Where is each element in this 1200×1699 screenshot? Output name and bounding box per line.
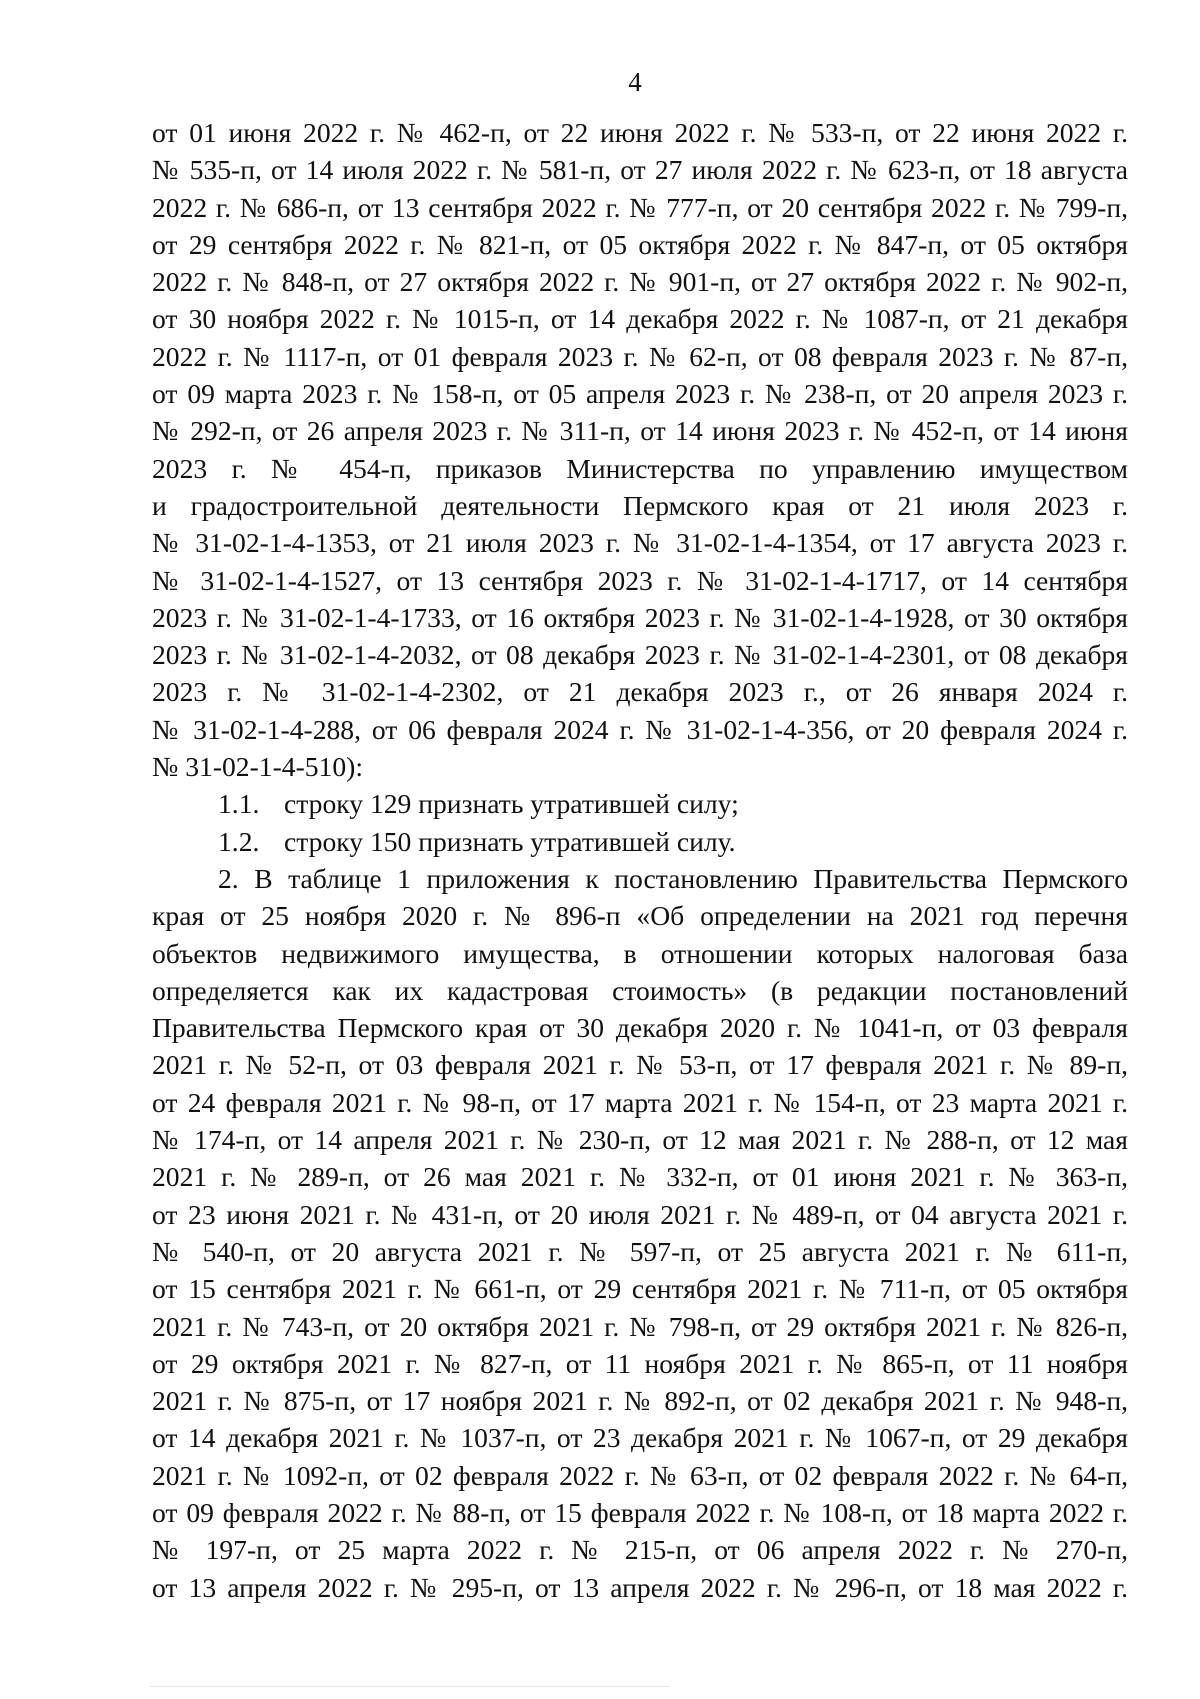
text-line: № 197-п, от 25 марта 2022 г. № 215-п, от 06 апреля 2022 г. № 270-п, xyxy=(152,1534,1128,1566)
page-number: 4 xyxy=(628,67,642,97)
text-line: края от 25 ноября 2020 г. № 896-п «Об определении на 2021 год перечня xyxy=(152,900,1128,932)
text-line: от 09 февраля 2022 г. № 88-п, от 15 февраля 2022 г. № 108-п, от 18 марта 2022 г. xyxy=(152,1496,1128,1528)
text-line: № 31-02-1-4-510): xyxy=(152,751,364,783)
text-line: от 23 июня 2021 г. № 431-п, от 20 июля 2021 г. № 489-п, от 04 августа 2021 г. xyxy=(152,1198,1128,1230)
text-line: 2023 г. № 31-02-1-4-1733, от 16 октября 2023 г. № 31-02-1-4-1928, от 30 октября xyxy=(152,601,1128,633)
paragraph-2 xyxy=(152,860,1128,1606)
text-line: № 540-п, от 20 августа 2021 г. № 597-п, от 25 августа 2021 г. № 611-п, xyxy=(152,1235,1128,1267)
text-line: № 31-02-1-4-1353, от 21 июля 2023 г. № 31-02-1-4-1354, от 17 августа 2023 г. xyxy=(152,527,1128,559)
text-line: № 31-02-1-4-1527, от 13 сентября 2023 г. № 31-02-1-4-1717, от 14 сентября xyxy=(152,564,1128,596)
text-line: и градостроительной деятельности Пермского края от 21 июля 2023 г. xyxy=(152,489,1128,521)
text-line: объектов недвижимого имущества, в отношении которых налоговая база xyxy=(152,937,1128,969)
text-line: 2022 г. № 1117-п, от 01 февраля 2023 г. № 62-п, от 08 февраля 2023 г. № 87-п, xyxy=(152,340,1128,372)
text-line: 2021 г. № 52-п, от 03 февраля 2021 г. № 53-п, от 17 февраля 2021 г. № 89-п, xyxy=(152,1049,1128,1081)
text-line: определяется как их кадастровая стоимость» (в редакции постановлений xyxy=(152,974,1128,1006)
text-line: 2022 г. № 686-п, от 13 сентября 2022 г. № 777-п, от 20 сентября 2022 г. № 799-п, xyxy=(152,191,1128,223)
text-line: № 174-п, от 14 апреля 2021 г. № 230-п, от 12 мая 2021 г. № 288-п, от 12 мая xyxy=(152,1124,1128,1156)
amendment-list xyxy=(152,785,1128,860)
text-line: 2. В таблице 1 приложения к постановлению Правительства Пермского xyxy=(218,862,1128,894)
text-line: от 15 сентября 2021 г. № 661-п, от 29 сентября 2021 г. № 711-п, от 05 октября xyxy=(152,1273,1128,1305)
text-line: 2021 г. № 875-п, от 17 ноября 2021 г. № 892-п, от 02 декабря 2021 г. № 948-п, xyxy=(152,1385,1128,1417)
text-line: от 29 октября 2021 г. № 827-п, от 11 ноября 2021 г. № 865-п, от 11 ноября xyxy=(152,1347,1128,1379)
text-line: 2021 г. № 1092-п, от 02 февраля 2022 г. № 63-п, от 02 февраля 2022 г. № 64-п, xyxy=(152,1459,1128,1491)
paragraph-1 xyxy=(152,114,1128,785)
text-line: № 31-02-1-4-288, от 06 февраля 2024 г. № 31-02-1-4-356, от 20 февраля 2024 г. xyxy=(152,713,1128,745)
text-line: 2023 г. № 31-02-1-4-2032, от 08 декабря 2023 г. № 31-02-1-4-2301, от 08 декабря xyxy=(152,639,1128,671)
text-line: № 535-п, от 14 июля 2022 г. № 581-п, от 27 июля 2022 г. № 623-п, от 18 августа xyxy=(152,154,1128,186)
text-line: от 01 июня 2022 г. № 462-п, от 22 июня 2022 г. № 533-п, от 22 июня 2022 г. xyxy=(152,117,1128,148)
scan-artifact xyxy=(150,1686,670,1687)
text-line: от 13 апреля 2022 г. № 295-п, от 13 апреля 2022 г. № 296-п, от 18 мая 2022 г. xyxy=(152,1571,1128,1603)
list-item-text: строку 129 признать утратившей силу; xyxy=(284,788,739,820)
text-line: от 14 декабря 2021 г. № 1037-п, от 23 декабря 2021 г. № 1067-п, от 29 декабря xyxy=(152,1422,1128,1454)
list-item-number: 1.2. xyxy=(218,825,260,857)
text-line: от 24 февраля 2021 г. № 98-п, от 17 марта 2021 г. № 154-п, от 23 марта 2021 г. xyxy=(152,1086,1128,1118)
text-line: 2021 г. № 743-п, от 20 октября 2021 г. № 798-п, от 29 октября 2021 г. № 826-п, xyxy=(152,1310,1128,1342)
text-line: от 30 ноября 2022 г. № 1015-п, от 14 декабря 2022 г. № 1087-п, от 21 декабря xyxy=(152,303,1128,335)
document-body xyxy=(152,114,1128,1606)
text-line: № 292-п, от 26 апреля 2023 г. № 311-п, от 14 июня 2023 г. № 452-п, от 14 июня xyxy=(152,415,1128,447)
list-item xyxy=(152,785,1128,822)
text-line: 2022 г. № 848-п, от 27 октября 2022 г. № 901-п, от 27 октября 2022 г. № 902-п, xyxy=(152,266,1128,298)
text-line: от 09 марта 2023 г. № 158-п, от 05 апреля 2023 г. № 238-п, от 20 апреля 2023 г. xyxy=(152,378,1128,410)
text-line: 2023 г. № 454-п, приказов Министерства по управлению имуществом xyxy=(152,452,1128,484)
text-line: от 29 сентября 2022 г. № 821-п, от 05 октября 2022 г. № 847-п, от 05 октября xyxy=(152,228,1128,260)
text-line: Правительства Пермского края от 30 декабря 2020 г. № 1041-п, от 03 февраля xyxy=(152,1012,1128,1044)
list-item-number: 1.1. xyxy=(218,788,260,820)
list-item-text: строку 150 признать утратившей силу. xyxy=(284,825,736,857)
list-item xyxy=(152,823,1128,860)
text-line: 2023 г. № 31-02-1-4-2302, от 21 декабря 2023 г., от 26 января 2024 г. xyxy=(152,676,1128,708)
text-line: 2021 г. № 289-п, от 26 мая 2021 г. № 332-п, от 01 июня 2021 г. № 363-п, xyxy=(152,1161,1128,1193)
